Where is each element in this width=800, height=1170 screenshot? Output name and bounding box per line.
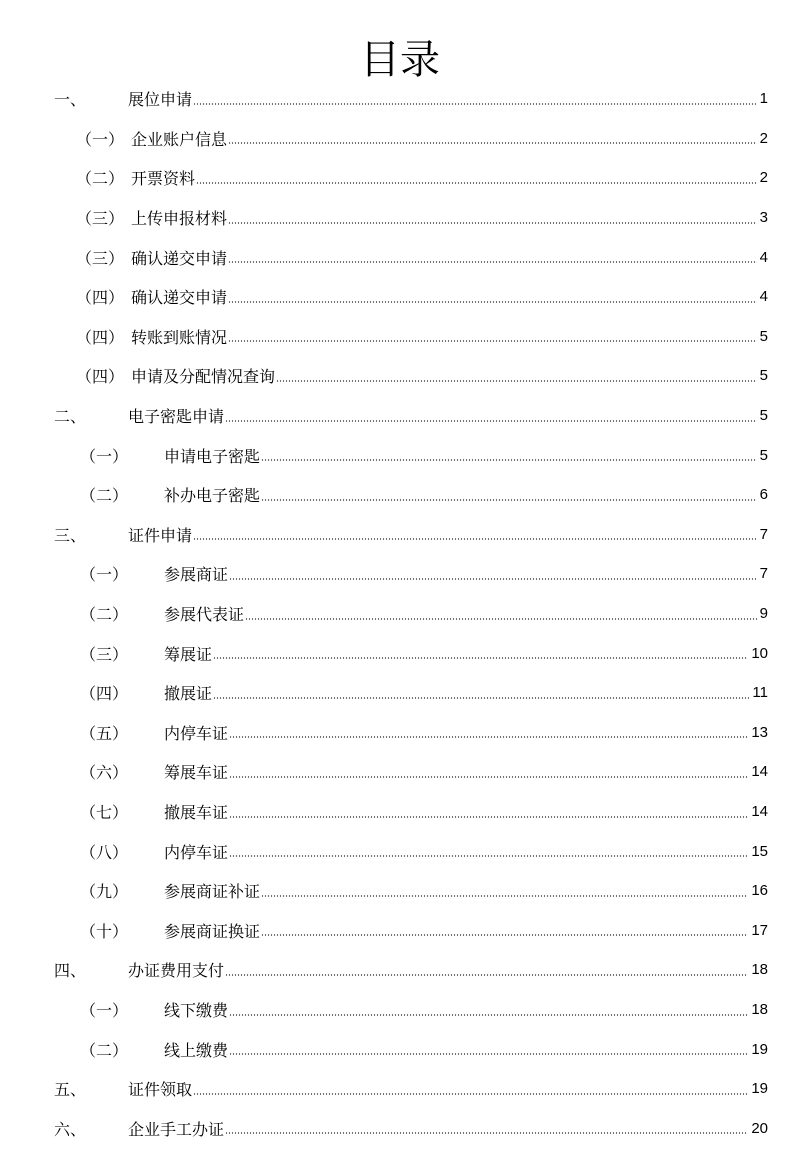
toc-entry[interactable] bbox=[0, 990, 800, 1030]
toc-page-number: 10 bbox=[751, 644, 768, 662]
toc-entry[interactable] bbox=[0, 317, 800, 357]
toc-entry[interactable] bbox=[0, 1029, 800, 1069]
toc-entry-number: （十） bbox=[80, 921, 129, 941]
toc-entry-number: （二） bbox=[80, 1040, 129, 1060]
toc-entry-title: 补办电子密匙 bbox=[164, 486, 261, 506]
toc-entry[interactable] bbox=[0, 277, 800, 317]
toc-entry[interactable] bbox=[0, 792, 800, 832]
toc-entry-number: （四） bbox=[80, 684, 129, 704]
toc-entry[interactable] bbox=[0, 396, 800, 436]
toc-entry-number: （八） bbox=[80, 842, 129, 862]
toc-entry-number: （三） bbox=[76, 209, 125, 229]
toc-page-number: 16 bbox=[751, 882, 768, 900]
toc-leader-dots bbox=[228, 142, 757, 144]
toc-entry[interactable] bbox=[0, 1069, 800, 1109]
toc-entry-number: （三） bbox=[76, 248, 125, 268]
toc-leader-dots bbox=[261, 459, 757, 461]
toc-entry-number: （一） bbox=[80, 446, 129, 466]
toc-leader-dots bbox=[229, 776, 748, 778]
toc-page-number: 14 bbox=[751, 803, 768, 821]
toc-entry-title: 参展商证补证 bbox=[164, 882, 261, 902]
toc-entry-number: （九） bbox=[80, 882, 129, 902]
toc-page-number: 19 bbox=[751, 1080, 768, 1098]
toc-leader-dots bbox=[193, 538, 757, 540]
toc-entry[interactable] bbox=[0, 119, 800, 159]
toc-entry-number: （五） bbox=[80, 723, 129, 743]
toc-leader-dots bbox=[229, 736, 748, 738]
toc-entry-title: 展位申请 bbox=[128, 90, 193, 110]
toc-leader-dots bbox=[225, 974, 748, 976]
toc-page-number: 14 bbox=[751, 763, 768, 781]
toc-page-number: 7 bbox=[759, 525, 768, 543]
toc-entry-title: 内停车证 bbox=[164, 842, 229, 862]
toc-page-number: 1 bbox=[759, 90, 768, 108]
toc-entry[interactable] bbox=[0, 594, 800, 634]
toc-entry-number: （七） bbox=[80, 803, 129, 823]
toc-entry-title: 线上缴费 bbox=[164, 1040, 229, 1060]
toc-entry-number: （二） bbox=[76, 169, 125, 189]
toc-leader-dots bbox=[229, 816, 748, 818]
toc-entry-title: 申请及分配情况查询 bbox=[131, 367, 276, 387]
toc-entry-number: 五、 bbox=[54, 1080, 87, 1100]
toc-leader-dots bbox=[225, 420, 757, 422]
toc-entry-number: （一） bbox=[80, 1001, 129, 1021]
toc-leader-dots bbox=[261, 499, 757, 501]
toc-entry[interactable] bbox=[0, 831, 800, 871]
toc-page-number: 5 bbox=[759, 407, 768, 425]
toc-entry-number: 四、 bbox=[54, 961, 87, 981]
toc-leader-dots bbox=[229, 1014, 748, 1016]
toc-leader-dots bbox=[229, 855, 748, 857]
toc-entry-title: 电子密匙申请 bbox=[128, 407, 225, 427]
toc-entry-number: （四） bbox=[76, 288, 125, 308]
toc-entry[interactable] bbox=[0, 554, 800, 594]
toc-leader-dots bbox=[213, 657, 748, 659]
page-title: 目录 bbox=[360, 37, 440, 83]
toc-entry[interactable] bbox=[0, 1109, 800, 1149]
toc-entry-title: 撤展证 bbox=[164, 684, 213, 704]
toc-leader-dots bbox=[213, 697, 749, 699]
toc-leader-dots bbox=[229, 1053, 748, 1055]
toc-page-number: 5 bbox=[759, 446, 768, 464]
toc-leader-dots bbox=[225, 1132, 748, 1134]
toc-entry-title: 参展商证 bbox=[164, 565, 229, 585]
toc-leader-dots bbox=[261, 895, 748, 897]
toc-entry-title: 办证费用支付 bbox=[128, 961, 225, 981]
toc-page-number: 9 bbox=[759, 605, 768, 623]
toc-entry-title: 开票资料 bbox=[131, 169, 196, 189]
toc-entry[interactable] bbox=[0, 79, 800, 119]
toc-page-number: 19 bbox=[751, 1040, 768, 1058]
toc-page-number: 20 bbox=[751, 1119, 768, 1137]
toc-entry[interactable] bbox=[0, 871, 800, 911]
toc-entry[interactable] bbox=[0, 673, 800, 713]
toc-entry-number: （一） bbox=[80, 565, 129, 585]
toc-leader-dots bbox=[228, 261, 757, 263]
toc-entry-title: 申请电子密匙 bbox=[164, 446, 261, 466]
toc-page-number: 2 bbox=[759, 129, 768, 147]
toc-entry-title: 筹展车证 bbox=[164, 763, 229, 783]
toc-entry-title: 企业手工办证 bbox=[128, 1119, 225, 1139]
toc-leader-dots bbox=[228, 222, 757, 224]
toc-entry-number: （四） bbox=[76, 327, 125, 347]
toc-entry[interactable] bbox=[0, 515, 800, 555]
toc-page-number: 17 bbox=[751, 921, 768, 939]
toc-entry[interactable] bbox=[0, 237, 800, 277]
toc-leader-dots bbox=[228, 301, 757, 303]
toc-page-number: 6 bbox=[759, 486, 768, 504]
toc-page-number: 5 bbox=[759, 327, 768, 345]
toc-entry-title: 筹展证 bbox=[164, 644, 213, 664]
toc-entry[interactable] bbox=[0, 198, 800, 238]
toc-leader-dots bbox=[276, 380, 757, 382]
toc-entry-number: 六、 bbox=[54, 1119, 87, 1139]
toc-page-number: 7 bbox=[759, 565, 768, 583]
toc-entry-title: 参展代表证 bbox=[164, 605, 245, 625]
toc-entry-title: 内停车证 bbox=[164, 723, 229, 743]
toc-page-number: 5 bbox=[759, 367, 768, 385]
toc-page-number: 3 bbox=[759, 209, 768, 227]
toc-entry-title: 企业账户信息 bbox=[131, 129, 228, 149]
toc-page-number: 4 bbox=[759, 288, 768, 306]
toc-leader-dots bbox=[261, 934, 748, 936]
toc-entry-number: 三、 bbox=[54, 525, 87, 545]
toc-entry-number: （四） bbox=[76, 367, 125, 387]
toc-entry-title: 转账到账情况 bbox=[131, 327, 228, 347]
toc-entry-number: （一） bbox=[76, 129, 125, 149]
toc-entry[interactable] bbox=[0, 950, 800, 990]
toc-entry[interactable] bbox=[0, 475, 800, 515]
toc-leader-dots bbox=[229, 578, 757, 580]
toc-leader-dots bbox=[196, 182, 757, 184]
toc-entry[interactable] bbox=[0, 713, 800, 753]
toc-entry-title: 确认递交申请 bbox=[131, 288, 228, 308]
toc-page-number: 18 bbox=[751, 961, 768, 979]
toc-entry[interactable] bbox=[0, 911, 800, 951]
toc-entry-number: （二） bbox=[80, 605, 129, 625]
toc-entry-number: （六） bbox=[80, 763, 129, 783]
toc-page-number: 15 bbox=[751, 842, 768, 860]
toc-entry-title: 证件申请 bbox=[128, 525, 193, 545]
toc-entry-title: 线下缴费 bbox=[164, 1001, 229, 1021]
toc-entry-title: 证件领取 bbox=[128, 1080, 193, 1100]
toc-leader-dots bbox=[228, 340, 757, 342]
toc-entry-title: 确认递交申请 bbox=[131, 248, 228, 268]
toc-page-number: 13 bbox=[751, 723, 768, 741]
toc-entry[interactable] bbox=[0, 435, 800, 475]
toc-leader-dots bbox=[245, 618, 757, 620]
toc-leader-dots bbox=[193, 103, 757, 105]
toc-leader-dots bbox=[193, 1093, 748, 1095]
toc-entry[interactable] bbox=[0, 752, 800, 792]
toc-page-number: 2 bbox=[759, 169, 768, 187]
toc-entry[interactable] bbox=[0, 633, 800, 673]
toc-page-number: 4 bbox=[759, 248, 768, 266]
toc-entry-number: （二） bbox=[80, 486, 129, 506]
toc-entry-title: 撤展车证 bbox=[164, 803, 229, 823]
toc-entry[interactable] bbox=[0, 356, 800, 396]
toc-entry[interactable] bbox=[0, 158, 800, 198]
toc-entry-title: 上传申报材料 bbox=[131, 209, 228, 229]
toc-page-number: 11 bbox=[752, 684, 768, 702]
toc-entry-number: 二、 bbox=[54, 407, 87, 427]
toc-entry-title: 参展商证换证 bbox=[164, 921, 261, 941]
toc-entry-number: （三） bbox=[80, 644, 129, 664]
toc-entry-number: 一、 bbox=[54, 90, 87, 110]
toc-page-number: 18 bbox=[751, 1001, 768, 1019]
